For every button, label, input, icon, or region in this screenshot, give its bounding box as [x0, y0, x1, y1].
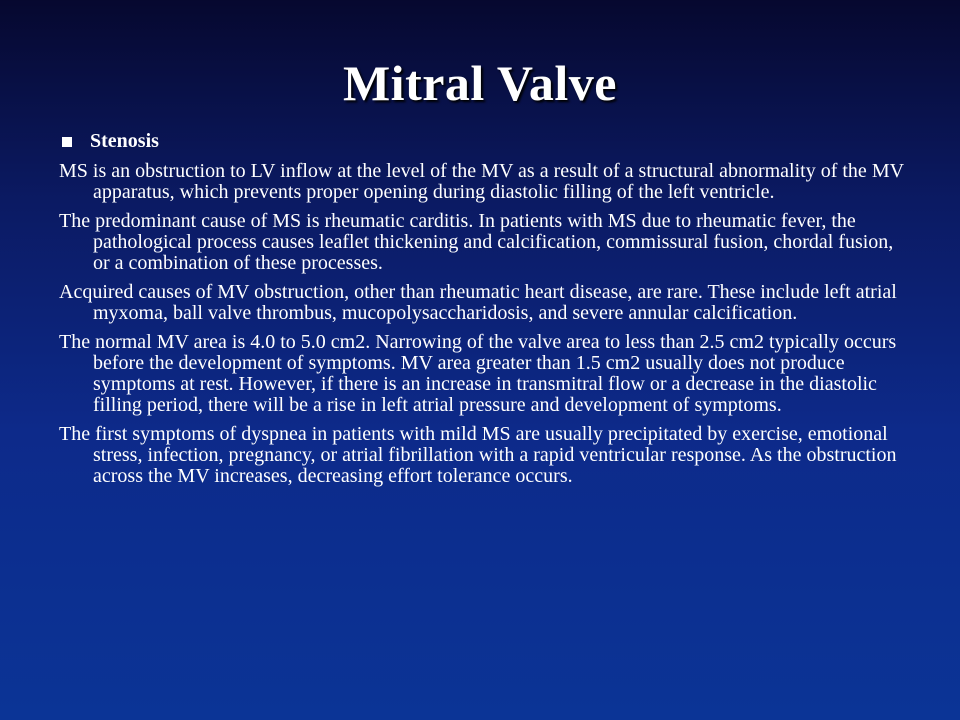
slide-title: Mitral Valve	[342, 55, 618, 111]
bullet-item-stenosis	[62, 130, 159, 153]
paragraph-acquired-causes: Acquired causes of MV obstruction, other than rheumatic heart disease, are rare. These include left atrial myxoma, ball valve thrombus, mucopolysaccharidosis, and severe annular calcification.	[59, 281, 897, 324]
paragraph-first-symptoms: The first symptoms of dyspnea in patients with mild MS are usually precipitated by exercise, emotional stress, infection, pregnancy, or atrial fibrillation with a rapid ventricular response. As the obstruction across the MV increases, decreasing effort tolerance occurs.	[59, 423, 897, 487]
bullet-label: Stenosis	[90, 130, 159, 152]
body-text	[59, 161, 904, 495]
square-bullet-icon	[62, 137, 72, 147]
paragraph-valve-area: The normal MV area is 4.0 to 5.0 cm2. Narrowing of the valve area to less than 2.5 cm2 typically occurs before the development of symptoms. MV area greater than 1.5 cm2 usually does not produce symptoms at rest. However, if there is an increase in transmitral flow or a decrease in the diastolic filling period, there will be a rise in left atrial pressure and development of symptoms.	[59, 331, 897, 416]
paragraph-definition: MS is an obstruction to LV inflow at the level of the MV as a result of a structural abnormality of the MV apparatus, which prevents proper opening during diastolic filling of the left ventricle.	[59, 160, 904, 203]
paragraph-predominant-cause: The predominant cause of MS is rheumatic carditis. In patients with MS due to rheumatic fever, the pathological process causes leaflet thickening and calcification, commissural fusion, chordal fusion, or a combination of these processes.	[59, 210, 894, 274]
